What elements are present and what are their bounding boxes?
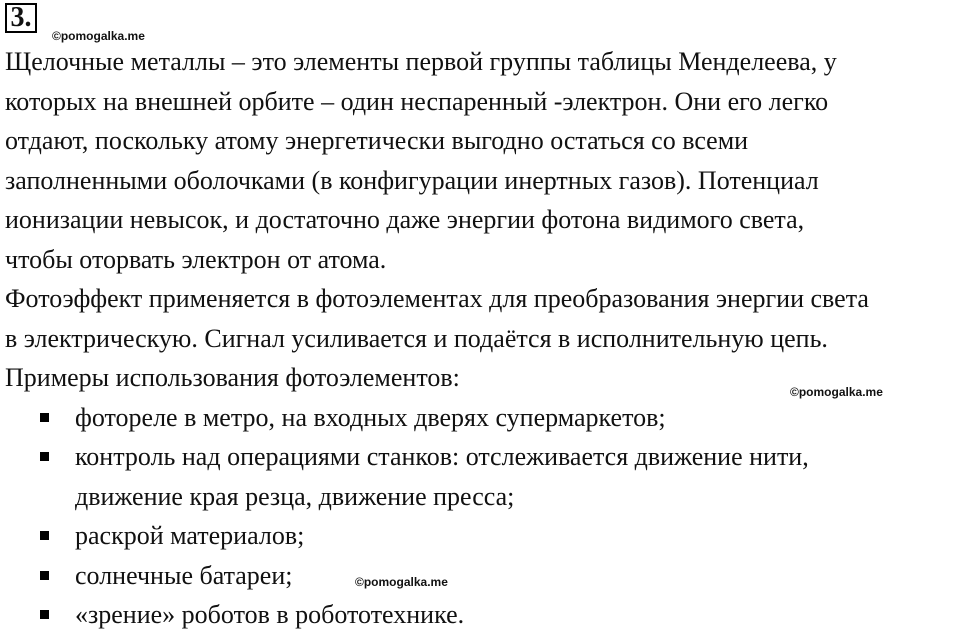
watermark-bottom: ©pomogalka.me xyxy=(355,575,448,589)
watermark-top: ©pomogalka.me xyxy=(52,29,145,43)
text-line: Фотоэффект применяется в фотоэлементах для преобразования энергии света xyxy=(5,284,869,313)
list-item xyxy=(5,595,957,635)
list-item-line: контроль над операциями станков: отслеживается движение нити, xyxy=(75,442,809,471)
square-bullet-icon xyxy=(40,452,49,461)
paragraph-alkali-metals xyxy=(5,42,957,279)
list-item-line: «зрение» роботов в робототехнике. xyxy=(75,600,465,629)
list-item-line: раскрой материалов; xyxy=(75,521,305,550)
list-item xyxy=(5,398,957,438)
text-line: заполненными оболочками (в конфигурации инертных газов). Потенциал xyxy=(5,165,819,195)
square-bullet-icon xyxy=(40,610,49,619)
list-item xyxy=(5,556,957,596)
text-line: ионизации невысок, и достаточно даже энергии фотона видимого света, xyxy=(5,205,805,234)
examples-list xyxy=(5,398,957,635)
text-line: которых на внешней орбите – один неспаренный -электрон. Они его легко xyxy=(5,86,829,116)
square-bullet-icon xyxy=(40,531,49,540)
text-line: отдают, поскольку атому энергетически выгодно остаться со всеми xyxy=(5,126,749,155)
paragraph-photoeffect xyxy=(5,279,957,358)
list-item-line: фотореле в метро, на входных дверях супермаркетов; xyxy=(75,402,666,432)
text-line: чтобы оторвать электрон от атома. xyxy=(5,244,387,274)
list-item xyxy=(5,516,957,556)
square-bullet-icon xyxy=(40,571,49,580)
text-line: в электрическую. Сигнал усиливается и подаётся в исполнительную цепь. xyxy=(5,323,828,353)
document-body xyxy=(5,42,957,635)
square-bullet-icon xyxy=(40,413,49,422)
text-line: Щелочные металлы – это элементы первой группы таблицы Менделеева, у xyxy=(5,47,837,76)
watermark-middle: ©pomogalka.me xyxy=(790,385,883,399)
list-item xyxy=(5,437,957,516)
task-number: 3. xyxy=(5,3,37,33)
list-item-line: солнечные батареи; xyxy=(75,560,293,590)
examples-heading: Примеры использования фотоэлементов: xyxy=(5,363,460,392)
list-item-line: движение края резца, движение пресса; xyxy=(75,481,515,511)
